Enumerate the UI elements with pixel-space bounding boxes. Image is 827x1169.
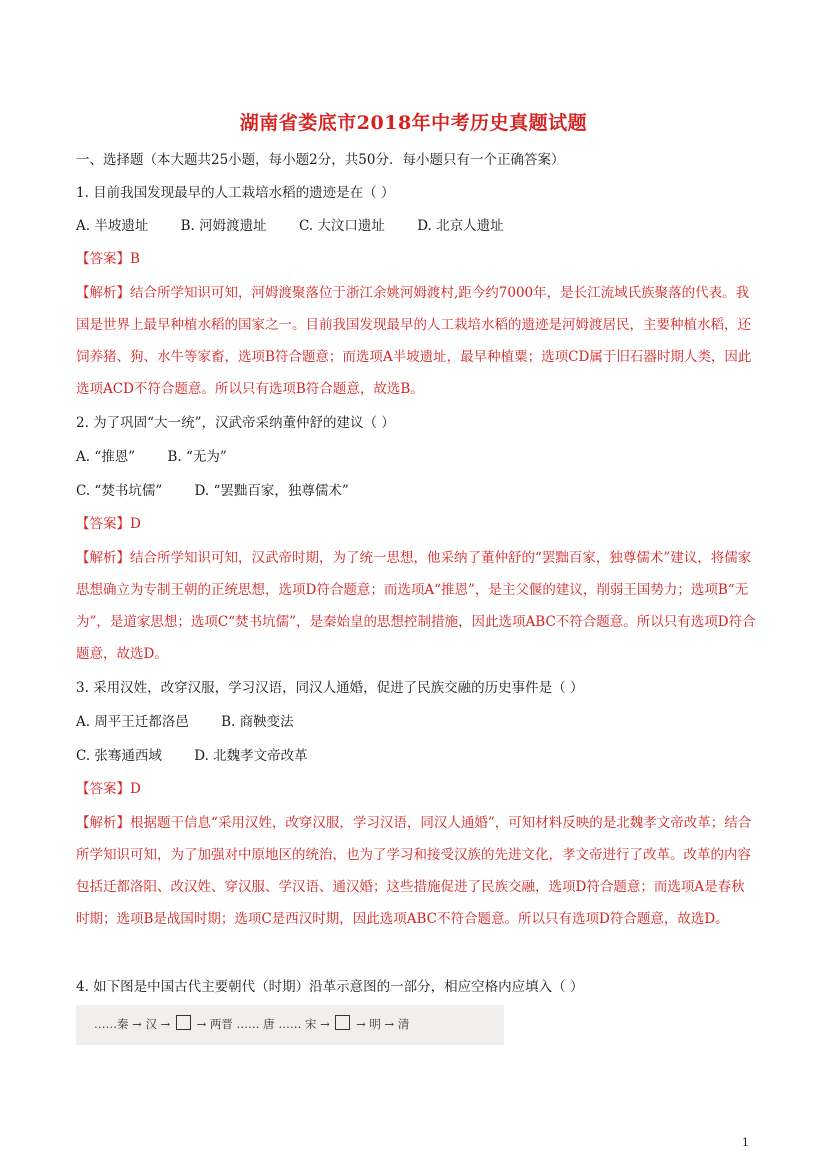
question-1-answer: 【答案】B <box>76 251 140 267</box>
question-3-option-a: A. 周平王迁都洛邑 <box>76 714 189 730</box>
question-3-option-d: D. 北魏孝文帝改革 <box>194 748 308 764</box>
seq-han: 汉 <box>145 1017 157 1031</box>
question-3-options-row2 <box>76 746 336 766</box>
arrow-icon: → <box>356 1017 366 1031</box>
question-1-options <box>76 216 532 236</box>
dots: …… <box>278 1017 302 1031</box>
seq-tang: 唐 <box>263 1017 275 1031</box>
seq-ming: 明 <box>369 1017 381 1031</box>
question-1-option-a: A. 半坡遗址 <box>76 218 149 234</box>
analysis-text: 结合所学知识可知，汉武帝时期，为了统一思想，他采纳了董仲舒的“罢黜百家，独尊儒术”建议，将儒家思想确立为专制王朝的正统思想，选项D符合题意；而选项A“推恩”，是主父偃的建议，削弱王国势力；选项B“无为”，是道家思想；选项C“焚书坑儒”，是秦始皇的思想控制措施，因此选项ABC不符合题意。所以只有选项D符合题意，故选D。 <box>76 550 756 662</box>
question-2-analysis <box>76 542 756 670</box>
blank-box-2 <box>335 1015 350 1030</box>
question-2-option-b: B. “无为” <box>167 449 227 465</box>
analysis-label: 【解析】 <box>76 815 130 831</box>
dots: …… <box>236 1017 260 1031</box>
seq-qing: 清 <box>397 1017 410 1031</box>
analysis-text: 结合所学知识可知，河姆渡聚落位于浙江余姚河姆渡村,距今约7000年，是长江流域氏族聚落的代表。我国是世界上最早种植水稻的国家之一。目前我国发现最早的人工栽培水稻的遗迹是河姆渡居民，主要种植水稻，还饲养猪、狗、水牛等家畜，选项B符合题意；而选项A半坡遗址，最早种植粟；选项CD属于旧石器时期人类，因此选项ACD不符合题意。所以只有选项B符合题意，故选B。 <box>76 285 752 397</box>
question-3-stem: 3. 采用汉姓，改穿汉服，学习汉语，同汉人通婚，促进了民族交融的历史事件是（ ） <box>76 680 584 696</box>
dynasty-sequence-figure <box>76 1005 504 1045</box>
question-4-stem: 4. 如下图是中国古代主要朝代（时期）沿革示意图的一部分，相应空格内应填入（ ） <box>76 979 584 995</box>
question-2-option-d: D. “罢黜百家，独尊儒术” <box>194 483 349 499</box>
seq-song: 宋 <box>304 1017 317 1031</box>
analysis-label: 【解析】 <box>76 285 130 301</box>
question-3-answer: 【答案】D <box>76 781 141 797</box>
question-3-analysis <box>76 807 756 935</box>
question-1-option-b: B. 河姆渡遗址 <box>180 218 267 234</box>
question-2-stem: 2. 为了巩固“大一统”，汉武帝采纳董仲舒的建议（ ） <box>76 415 395 431</box>
question-1-stem: 1. 目前我国发现最早的人工栽培水稻的遗迹是在（ ） <box>76 185 395 201</box>
arrow-icon: → <box>320 1017 330 1031</box>
question-1-analysis <box>76 277 756 405</box>
question-1-option-d: D. 北京人遗址 <box>417 218 504 234</box>
section-heading: 一、选择题（本大题共25小题，每小题2分，共50分．每小题只有一个正确答案） <box>76 152 565 168</box>
arrow-icon: → <box>196 1017 207 1031</box>
question-3-options-row1 <box>76 712 322 732</box>
arrow-icon: → <box>384 1017 395 1031</box>
document-title: 湖南省娄底市2018年中考历史真题试题 <box>239 112 588 134</box>
blank-box-1 <box>176 1015 191 1030</box>
page-number: 1 <box>742 1136 749 1149</box>
question-2-options-row1 <box>76 447 255 467</box>
question-2-answer: 【答案】D <box>76 516 141 532</box>
analysis-label: 【解析】 <box>76 550 130 566</box>
question-1-option-c: C. 大汶口遗址 <box>298 218 385 234</box>
question-3-option-b: B. 商鞅变法 <box>221 714 294 730</box>
question-3-option-c: C. 张骞通西域 <box>76 748 162 764</box>
question-2-option-a: A. “推恩” <box>76 449 136 465</box>
analysis-text: 根据题干信息“采用汉姓，改穿汉服，学习汉语，同汉人通婚”，可知材料反映的是北魏孝文帝改革；结合所学知识可知，为了加强对中原地区的统治，也为了学习和接受汉族的先进文化，孝文帝进行了改革。改革的内容包括迁都洛阳、改汉姓、穿汉服、学汉语、通汉婚；这些措施促进了民族交融，选项D符合题意；而选项A是春秋时期；选项B是战国时期；选项C是西汉时期，因此选项ABC不符合题意。所以只有选项D符合题意，故选D。 <box>76 815 752 927</box>
question-2-option-c: C. “焚书坑儒” <box>76 483 163 499</box>
seq-liangjin: 两晋 <box>209 1017 233 1031</box>
seq-qin: ……秦 <box>94 1017 129 1031</box>
arrow-icon: → <box>160 1017 171 1031</box>
arrow-icon: → <box>132 1017 142 1031</box>
question-2-options-row2 <box>76 481 377 501</box>
